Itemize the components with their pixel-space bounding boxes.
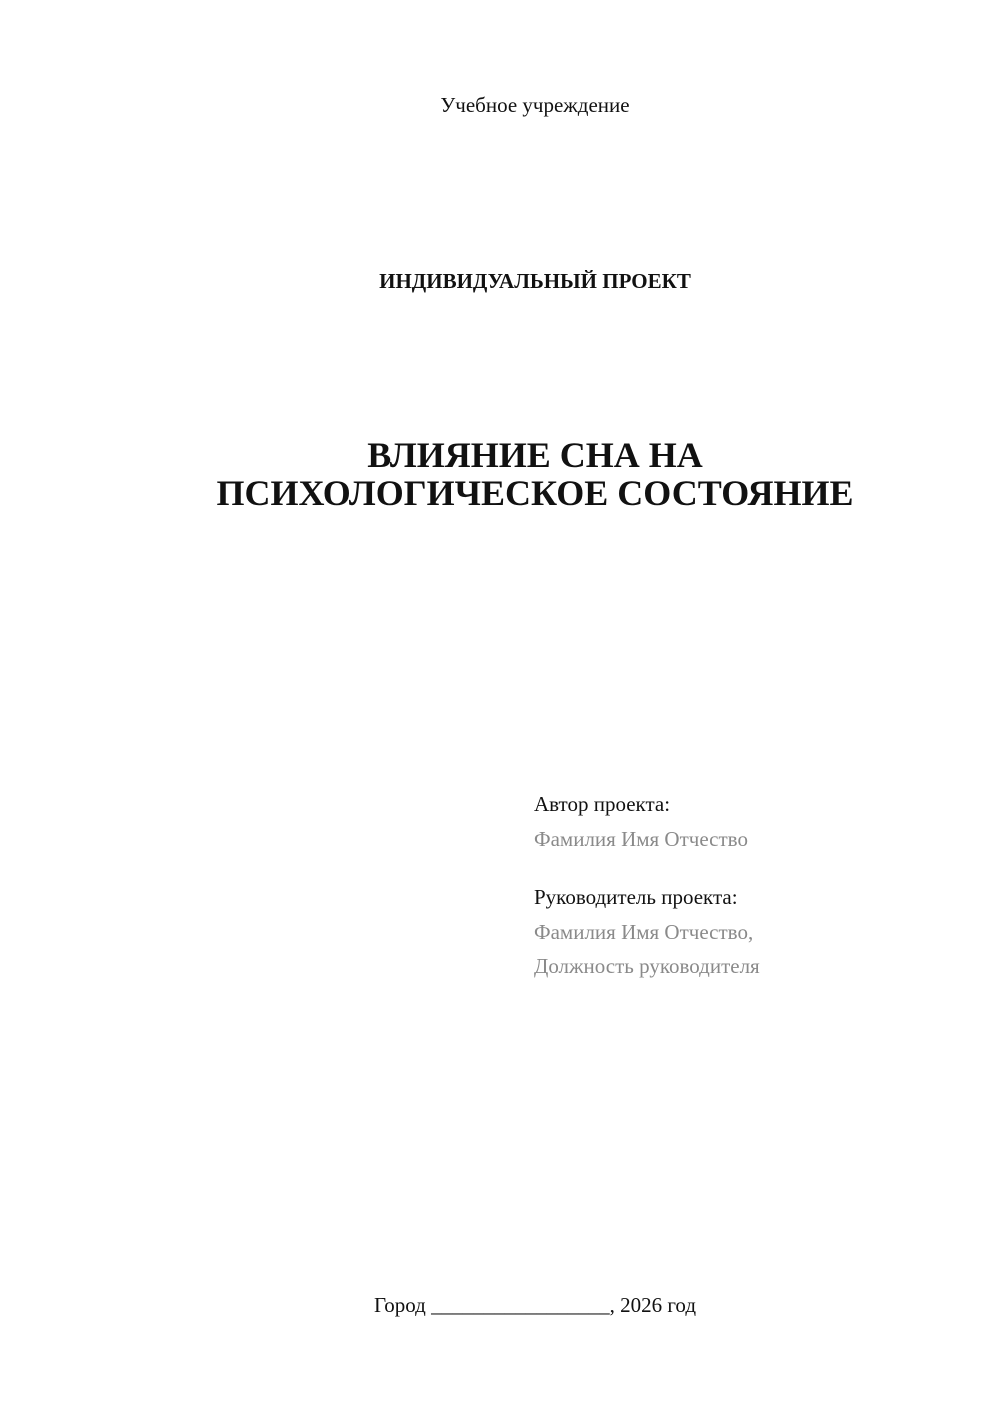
project-info-block xyxy=(534,790,974,983)
document-type: ИНДИВИДУАЛЬНЫЙ ПРОЕКТ xyxy=(379,269,691,293)
author-name: Фамилия Имя Отчество xyxy=(534,827,748,851)
author-label: Автор проекта: xyxy=(534,792,671,816)
project-title xyxy=(0,436,1000,512)
city-label: Город xyxy=(373,1293,426,1317)
institution-name: Учебное учреждение xyxy=(440,93,630,117)
city-blank: _________________ xyxy=(431,1293,610,1317)
supervisor-label: Руководитель проекта: xyxy=(534,885,738,909)
supervisor-position: Должность руководителя xyxy=(534,954,760,978)
project-title-line-1: ВЛИЯНИЕ СНА НА xyxy=(367,435,703,475)
year-text: , 2026 год xyxy=(609,1293,697,1317)
project-title-line-2: ПСИХОЛОГИЧЕСКОЕ СОСТОЯНИЕ xyxy=(216,473,854,513)
supervisor-name: Фамилия Имя Отчество, xyxy=(534,920,754,944)
city-year-line xyxy=(0,1292,1000,1318)
